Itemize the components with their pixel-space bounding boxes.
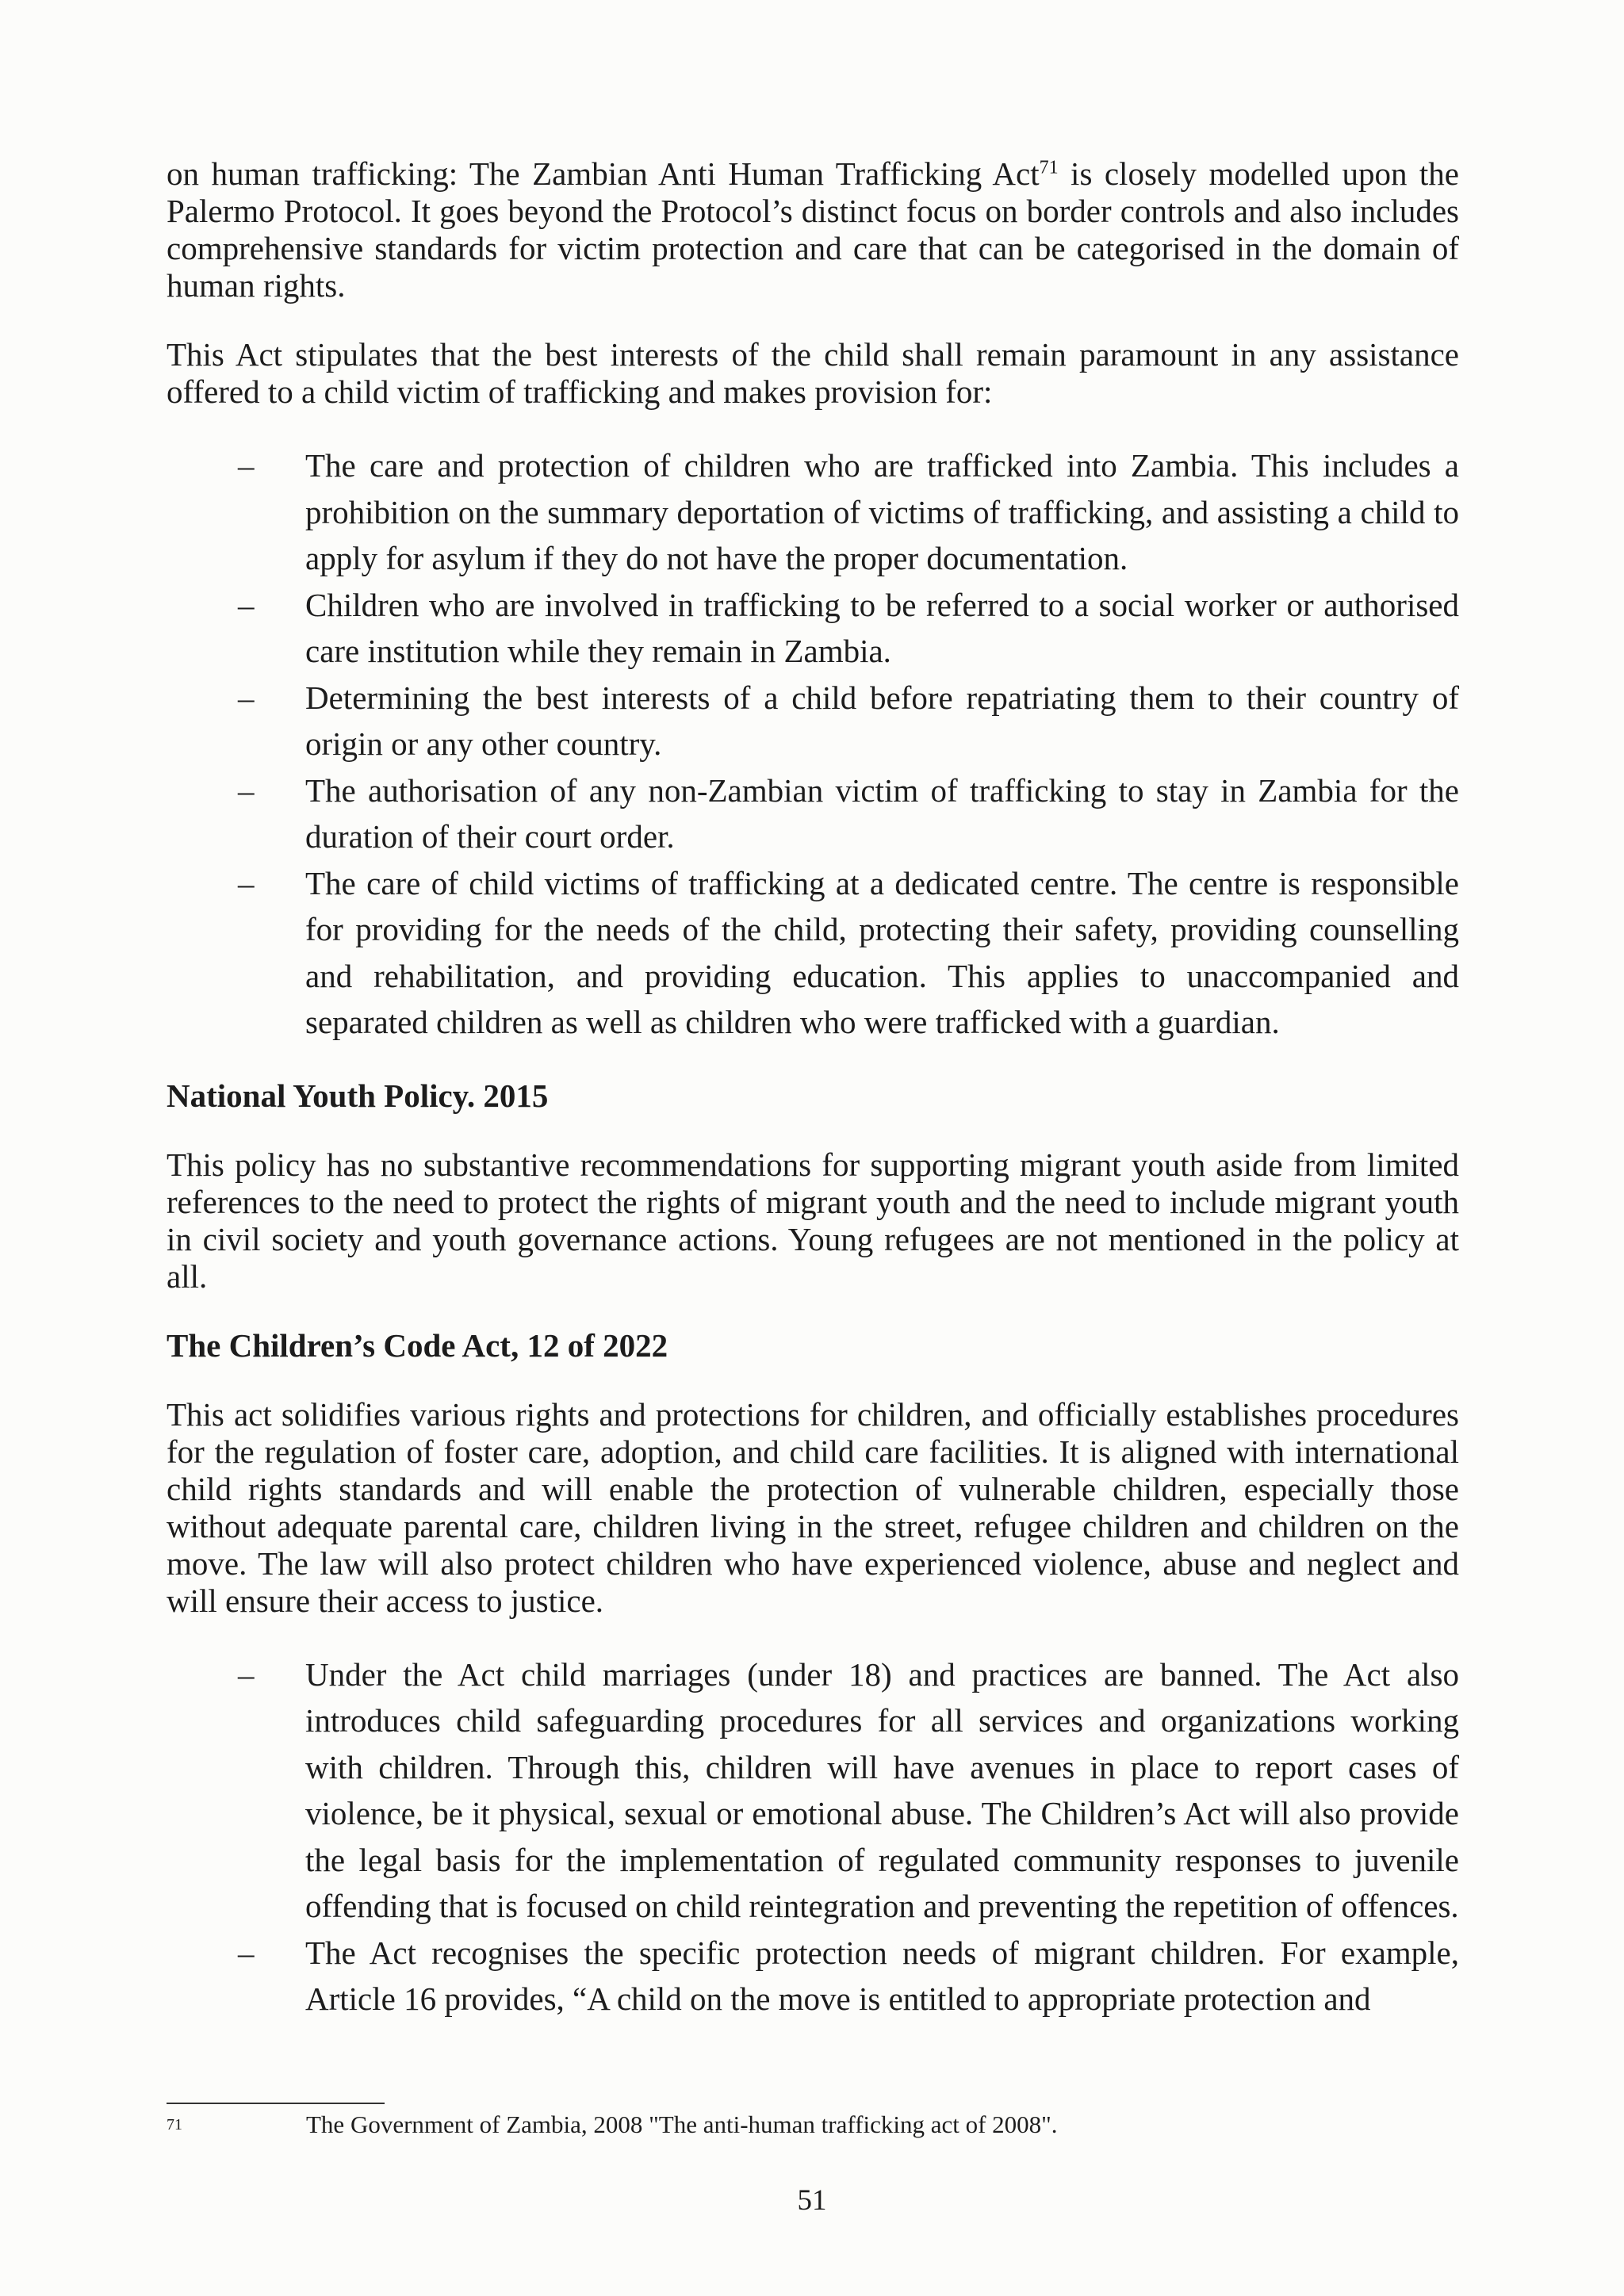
dash-marker: –: [238, 1655, 255, 1693]
childrens-code-heading: The Children’s Code Act, 12 of 2022: [167, 1326, 668, 1364]
footnote-divider: [167, 2103, 385, 2104]
dash-marker: –: [238, 771, 255, 809]
list-item: [167, 860, 1459, 1046]
intro-paragraph: [167, 155, 1459, 304]
dash-marker: –: [238, 1934, 255, 1971]
list-item: [167, 675, 1459, 767]
list-item: [167, 1651, 1459, 1930]
act-paragraph: This Act stipulates that the best interests of the child shall remain paramount in any assistance offered to a child victim of trafficking and makes provision for:: [167, 336, 1459, 410]
footnote-reference[interactable]: 71: [1039, 157, 1059, 178]
list-item-text: The Act recognises the specific protection needs of migrant children. For example, Article 16 provides, “A child on the move is entitled to appropriate protection and: [305, 1934, 1459, 2017]
youth-policy-paragraph: This policy has no substantive recommendations for supporting migrant youth aside from limited references to the need to protect the rights of migrant youth and the need to include migrant youth in civil society and youth governance actions. Young refugees are not mentioned in the policy at all.: [167, 1146, 1459, 1295]
dash-marker: –: [238, 586, 255, 623]
list-item-text: Children who are involved in trafficking to be referred to a social worker or authorised care institution while they remain in Zambia.: [305, 586, 1459, 669]
list-item-text: The authorisation of any non-Zambian victim of trafficking to stay in Zambia for the duration of their court order.: [305, 771, 1459, 855]
dash-marker: –: [238, 447, 255, 484]
childrens-code-paragraph: This act solidifies various rights and protections for children, and officially establishes procedures for the regulation of foster care, adoption, and child care facilities. It is aligned with international child rights standards and will enable the protection of vulnerable children, especially those without adequate parental care, children living in the street, refugee children and children on the move. The law will also protect children who have experienced violence, abuse and neglect and will ensure their access to justice.: [167, 1395, 1459, 1619]
youth-policy-heading: National Youth Policy. 2015: [167, 1077, 549, 1114]
list-item-text: The care and protection of children who are trafficked into Zambia. This includes a prohibition on the summary deportation of victims of trafficking, and assisting a child to apply for asylum if they do not have the proper documentation.: [305, 447, 1459, 576]
list-item-text: Under the Act child marriages (under 18) and practices are banned. The Act also introduces child safeguarding procedures for all services and organizations working with children. Through this, children will have avenues in place to report cases of violence, be it physical, sexual or emotional abuse. The Children’s Act will also provide the legal basis for the implementation of regulated community responses to juvenile offending that is focused on child reintegration and preventing the repetition of offences.: [305, 1655, 1459, 1924]
footnote-number: 71: [167, 2116, 182, 2133]
list-item: [167, 582, 1459, 675]
list-item: [167, 442, 1459, 582]
footnote-text: The Government of Zambia, 2008 "The anti-human trafficking act of 2008".: [306, 2110, 1058, 2138]
list-item: [167, 1930, 1459, 2022]
page-content: [167, 155, 1459, 2054]
page-number: 51: [797, 2184, 827, 2217]
dash-marker: –: [238, 864, 255, 901]
list-item-text: The care of child victims of trafficking at a dedicated centre. The centre is responsible for providing for the needs of the child, protecting their safety, providing counselling and rehabilitation, and providing education. This applies to unaccompanied and separated children as well as children who were trafficked with a guardian.: [305, 864, 1459, 1040]
childrens-code-list: [167, 1651, 1459, 2022]
intro-text-start: on human trafficking: The Zambian Anti Human Trafficking Act: [167, 155, 1040, 192]
list-item-text: Determining the best interests of a child before repatriating them to their country of origin or any other country.: [305, 679, 1459, 762]
intro-text-end: is closely modelled upon the Palermo Protocol. It goes beyond the Protocol’s distinct focus on border controls and also includes comprehensive standards for victim protection and care that can be categorised in the domain of human rights.: [167, 155, 1459, 304]
list-item: [167, 767, 1459, 860]
dash-marker: –: [238, 679, 255, 716]
provisions-list: [167, 442, 1459, 1046]
